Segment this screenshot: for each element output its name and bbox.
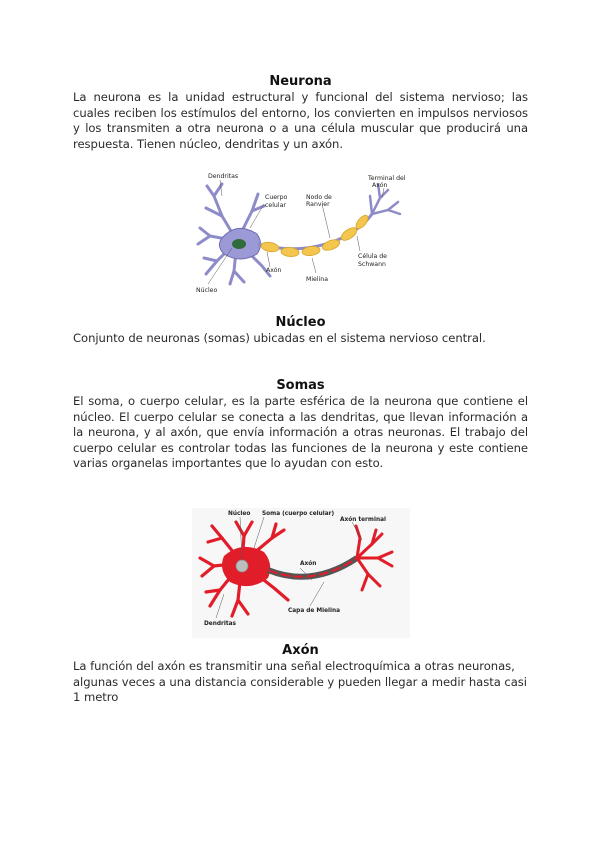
- section-axon: [73, 643, 528, 706]
- soma-diagram: [192, 508, 410, 638]
- paragraph-neurona: La neurona es la unidad estructural y funcional del sistema nervioso; las cuales reciben los estímulos del entorno, los convierten en impulsos nerviosos y los transmiten a otra neurona o a una célula muscular que producirá una respuesta. Tienen núcleo, dendritas y un axón.: [73, 90, 528, 151]
- paragraph-axon: La función del axón es transmitir una señal electroquímica a otras neuronas, algunas veces a una distancia considerable y pueden llegar a medir hasta casi 1 metro: [73, 659, 527, 705]
- label2-capa: Capa de Mielina: [288, 608, 341, 614]
- paragraph-nucleo: Conjunto de neuronas (somas) ubicadas en el sistema nervioso central.: [73, 331, 486, 345]
- title-neurona: Neurona: [269, 74, 332, 89]
- label-axon: Axón: [266, 267, 282, 274]
- label-celula-1: Célula de: [358, 253, 387, 260]
- neuron-diagram-figure: [192, 166, 424, 298]
- soma-diagram-figure: [192, 508, 410, 638]
- label2-nucleo: Núcleo: [228, 511, 251, 517]
- label2-soma: Soma (cuerpo celular): [262, 511, 335, 517]
- title-nucleo: Núcleo: [275, 315, 326, 330]
- label2-axon: Axón: [300, 561, 317, 567]
- label-ranvier: Ranvier: [306, 201, 330, 208]
- label-cuerpo: Cuerpo: [265, 194, 288, 201]
- neuron-diagram: [192, 166, 424, 298]
- label-terminal-2: Axón: [372, 182, 388, 189]
- label-dendritas: Dendritas: [208, 173, 239, 180]
- section-somas: [73, 378, 528, 472]
- title-somas: Somas: [276, 378, 325, 393]
- label-nodo: Nodo de: [306, 194, 332, 201]
- label-terminal-1: Terminal del: [368, 175, 406, 182]
- section-neurona: [73, 74, 528, 152]
- label-celula-2: Schwann: [358, 261, 386, 268]
- title-axon: Axón: [282, 643, 319, 658]
- label2-terminal: Axón terminal: [340, 517, 386, 523]
- section-nucleo: [73, 315, 528, 347]
- paragraph-somas: El soma, o cuerpo celular, es la parte esférica de la neurona que contiene el núcleo. El cuerpo celular se conecta a las dendritas, que llevan información a la neurona, y al axón, que envía información a otras neuronas. El trabajo del cuerpo celular es controlar todas las funciones de la neurona y este contiene varias organelas importantes que lo ayudan con esto.: [73, 394, 528, 471]
- label2-dendritas: Dendritas: [204, 621, 236, 627]
- label-mielina: Mielina: [306, 276, 329, 283]
- label-celular: celular: [265, 202, 286, 209]
- label-nucleo: Núcleo: [196, 287, 218, 294]
